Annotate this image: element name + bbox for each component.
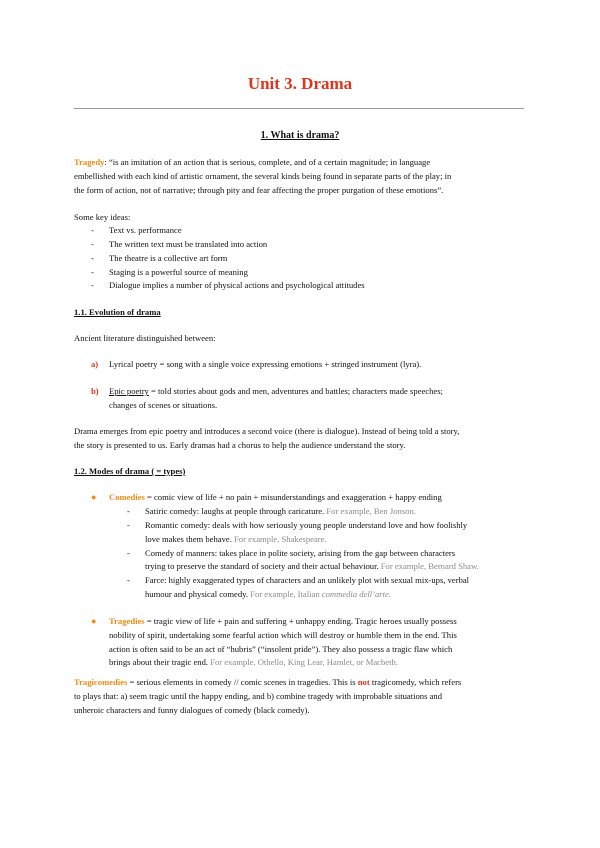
tragedies-line-3: action is often said to be an act of “hubris” (“insolent pride”). They also possess a tragic flaw which xyxy=(109,644,453,654)
drama-emergence-line-2: the story is presented to us. Early dramas had a chorus to help the audience understand the story. xyxy=(74,440,406,450)
tragedies-line-1: Tragedies = tragic view of life + pain and suffering + unhappy ending. Tragic heroes usually possess xyxy=(109,616,457,626)
comedies-definition: Comedies = comic view of life + no pain + misunderstandings and exaggeration + happy ending xyxy=(109,492,442,502)
key-idea-dash: - xyxy=(91,280,94,290)
bullet-dot-icon: ● xyxy=(91,492,97,502)
key-idea-item: Staging is a powerful source of meaning xyxy=(109,267,248,277)
list-marker-a: a) xyxy=(91,359,99,369)
romantic-comedy-line-1: Romantic comedy: deals with how seriously young people understand love and how foolishly xyxy=(145,520,468,530)
satiric-example: For example, Ben Jonson. xyxy=(326,506,416,516)
manners-comedy-line-2: trying to preserve the standard of society and their actual behaviour. For example, Bernard Shaw. xyxy=(145,561,479,571)
farce-line-2: humour and physical comedy. For example, Italian commedia dell’arte. xyxy=(145,589,392,599)
epic-poetry-term: Epic poetry xyxy=(109,386,149,396)
epic-poetry-item-line-2: changes of scenes or situations. xyxy=(109,400,218,410)
emphasis-not: not xyxy=(357,677,370,687)
epic-poetry-item: Epic poetry = told stories about gods and men, adventures and battles; characters made speeches; xyxy=(109,386,443,396)
tragicomedies-label: Tragicomedies xyxy=(74,677,128,687)
key-idea-item: Dialogue implies a number of physical actions and psychological attitudes xyxy=(109,280,365,290)
tragedy-definition-line-2: embellished with each kind of artistic ornament, the several kinds being found in separate parts of the play; in xyxy=(74,171,452,181)
section-1-heading: 1. What is drama? xyxy=(260,130,340,141)
comedy-type-dash: - xyxy=(127,575,130,585)
tragedies-line-2: nobility of spirit, undertaking some fearful action which will destroy or humble them in the end. This xyxy=(109,630,457,640)
tragedy-label: Tragedy xyxy=(74,157,105,167)
key-ideas-label: Some key ideas: xyxy=(74,212,131,222)
comedy-type-dash: - xyxy=(127,520,130,530)
romantic-example: For example, Shakespeare. xyxy=(234,534,327,544)
tragedy-definition-line-3: the form of action, not of narrative; through pity and fear affecting the proper purgation of these emotions”. xyxy=(74,185,444,195)
key-idea-dash: - xyxy=(91,253,94,263)
tragicomedies-line-3: unheroic characters and funny dialogues of comedy (black comedy). xyxy=(74,705,310,715)
list-marker-b: b) xyxy=(91,386,99,396)
farce-line-1: Farce: highly exaggerated types of characters and an unlikely plot with sexual mix-ups, verbal xyxy=(145,575,470,585)
tragedy-definition-line-1: Tragedy: “is an imitation of an action that is serious, complete, and of a certain magnitude; in language xyxy=(74,157,431,167)
section-1-2-heading: 1.2. Modes of drama ( = types) xyxy=(74,466,186,476)
title-divider xyxy=(74,108,524,109)
key-idea-dash: - xyxy=(91,239,94,249)
key-idea-item: The theatre is a collective art form xyxy=(109,253,228,263)
tragedies-example: For example, Othello, King Lear, Hamlet, or Macbeth. xyxy=(210,657,398,667)
section-1-1-heading: 1.1. Evolution of drama xyxy=(74,307,161,317)
page-title: Unit 3. Drama xyxy=(247,74,353,93)
comedy-type-dash: - xyxy=(127,506,130,516)
tragedies-label: Tragedies xyxy=(109,616,145,626)
comedies-label: Comedies xyxy=(109,492,145,502)
lyrical-poetry-item: Lyrical poetry = song with a single voice expressing emotions + stringed instrument (lyra). xyxy=(109,359,422,369)
drama-emergence-line-1: Drama emerges from epic poetry and introduces a second voice (there is dialogue). Instead of being told a story, xyxy=(74,426,460,436)
key-idea-item: Text vs. performance xyxy=(109,225,182,235)
key-idea-dash: - xyxy=(91,267,94,277)
manners-comedy-line-1: Comedy of manners: takes place in polite society, arising from the gap between characters xyxy=(145,548,456,558)
tragedies-line-4: brings about their tragic end. For example, Othello, King Lear, Hamlet, or Macbeth. xyxy=(109,657,398,667)
romantic-comedy-line-2: love makes them behave. For example, Shakespeare. xyxy=(145,534,327,544)
tragicomedies-line-1: Tragicomedies = serious elements in comedy // comic scenes in tragedies. This is not tragicomedy, which refers xyxy=(74,677,462,687)
tragicomedies-line-2: to plays that: a) seem tragic until the happy ending, and b) combine tragedy with improbable situations and xyxy=(74,691,443,701)
evolution-intro: Ancient literature distinguished between: xyxy=(74,333,216,343)
key-idea-dash: - xyxy=(91,225,94,235)
satiric-comedy: Satiric comedy: laughs at people through caricature. For example, Ben Jonson. xyxy=(145,506,416,516)
comedy-type-dash: - xyxy=(127,548,130,558)
key-idea-item: The written text must be translated into action xyxy=(109,239,268,249)
farce-example: For example, Italian commedia dell’arte. xyxy=(250,589,392,599)
manners-example: For example, Bernard Shaw. xyxy=(380,561,479,571)
bullet-dot-icon: ● xyxy=(91,616,97,626)
